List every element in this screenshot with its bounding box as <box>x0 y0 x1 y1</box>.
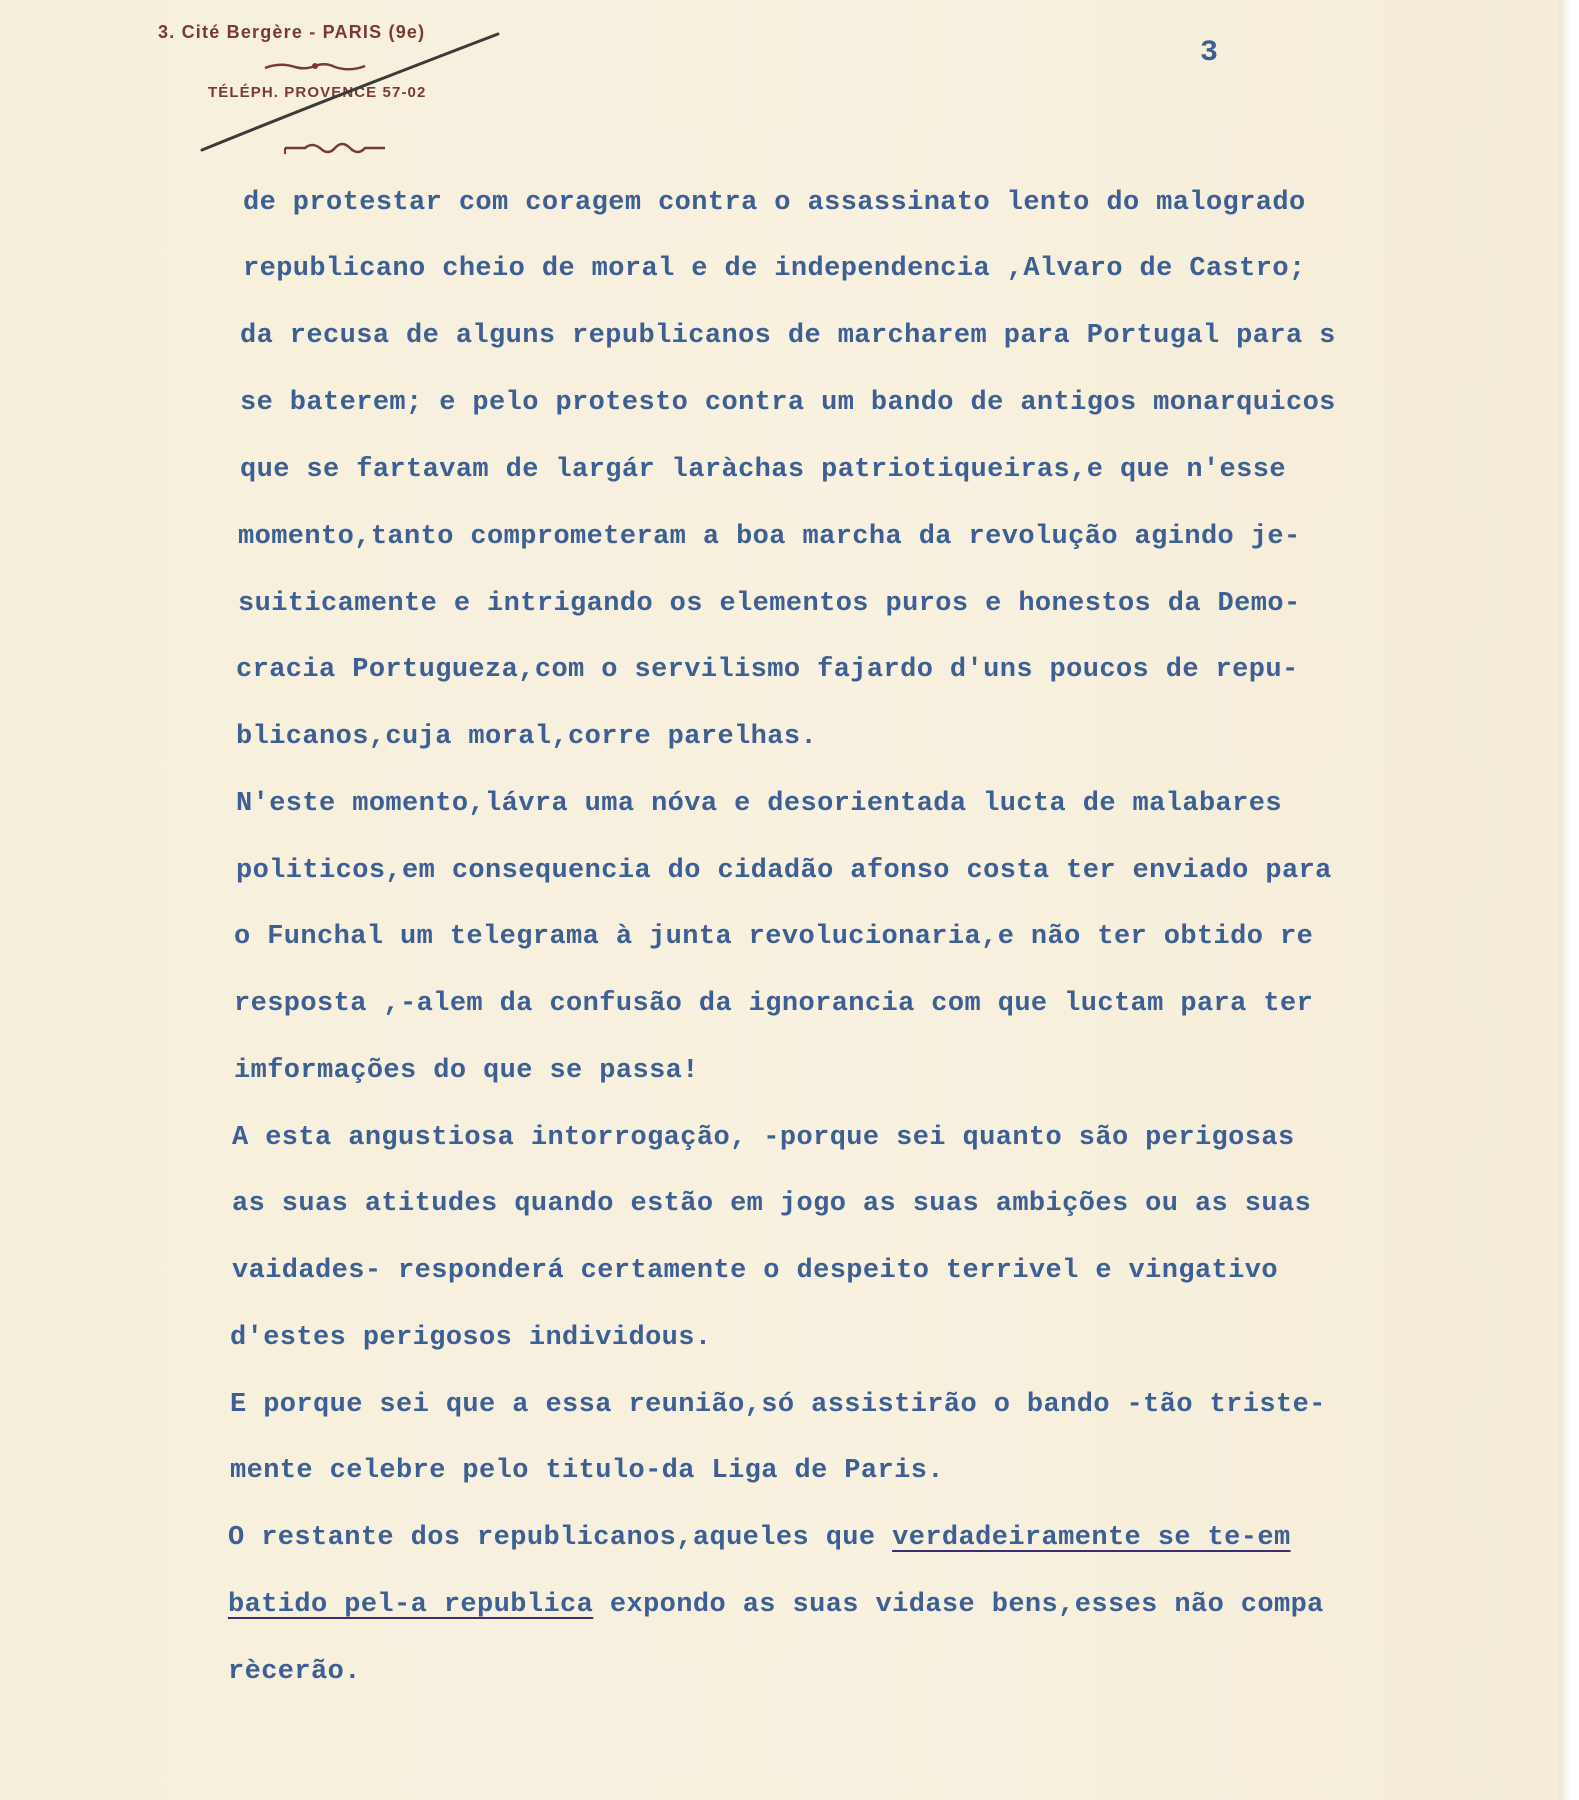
letterhead-phone: TÉLÉPH. PROVENCE 57-02 <box>208 84 427 101</box>
paper-edge <box>1559 0 1579 1800</box>
body-line: N'este momento,lávra uma nóva e desorientada lucta de malabares <box>236 789 1282 819</box>
body-line: rècerão. <box>228 1657 361 1687</box>
body-line: E porque sei que a essa reunião,só assistirão o bando -tão triste- <box>230 1390 1326 1420</box>
body-line <box>228 1523 1291 1553</box>
body-line: d'estes perigosos individous. <box>230 1323 712 1353</box>
body-line: mente celebre pelo titulo-da Liga de Paris. <box>230 1456 944 1486</box>
body-line: suiticamente e intrigando os elementos puros e honestos da Demo- <box>238 589 1301 619</box>
body-line: cracia Portugueza,com o servilismo fajardo d'uns poucos de repu- <box>236 655 1299 685</box>
body-line: momento,tanto comprometeram a boa marcha da revolução agindo je- <box>238 522 1301 552</box>
body-line: que se fartavam de largár laràchas patriotiqueiras,e que n'esse <box>240 455 1286 485</box>
body-line: da recusa de alguns republicanos de marcharem para Portugal para s <box>240 321 1336 351</box>
body-line: blicanos,cuja moral,corre parelhas. <box>236 722 818 752</box>
underlined-phrase: batido pel-a republica <box>228 1590 594 1620</box>
body-line: o Funchal um telegrama à junta revolucionaria,e não ter obtido re <box>234 922 1314 952</box>
body-line: resposta ,-alem da confusão da ignorancia com que luctam para ter <box>234 989 1314 1019</box>
underlined-phrase: verdadeiramente se te-em <box>892 1523 1291 1553</box>
body-line: imformações do que se passa! <box>234 1056 699 1086</box>
body-line: vaidades- responderá certamente o despeito terrivel e vingativo <box>232 1256 1278 1286</box>
body-line: republicano cheio de moral e de independencia ,Alvaro de Castro; <box>243 254 1306 284</box>
body-line <box>228 1590 1324 1620</box>
body-line: de protestar com coragem contra o assassinato lento do malogrado <box>243 188 1306 218</box>
body-line: politicos,em consequencia do cidadão afonso costa ter enviado para <box>236 856 1332 886</box>
page-number: 3 <box>1200 36 1219 70</box>
pen-strike-icon <box>200 32 500 162</box>
body-line: as suas atitudes quando estão em jogo as suas ambições ou as suas <box>232 1189 1312 1219</box>
body-line: se baterem; e pelo protesto contra um bando de antigos monarquicos <box>240 388 1336 418</box>
body-line-plain: O restante dos republicanos,aqueles que <box>228 1523 893 1553</box>
body-line: A esta angustiosa intorrogação, -porque sei quanto são perigosas <box>232 1123 1295 1153</box>
letterhead-address: 3. Cité Bergère - PARIS (9e) <box>158 22 426 42</box>
body-line-plain: expondo as suas vidase bens,esses não compa <box>593 1590 1324 1620</box>
